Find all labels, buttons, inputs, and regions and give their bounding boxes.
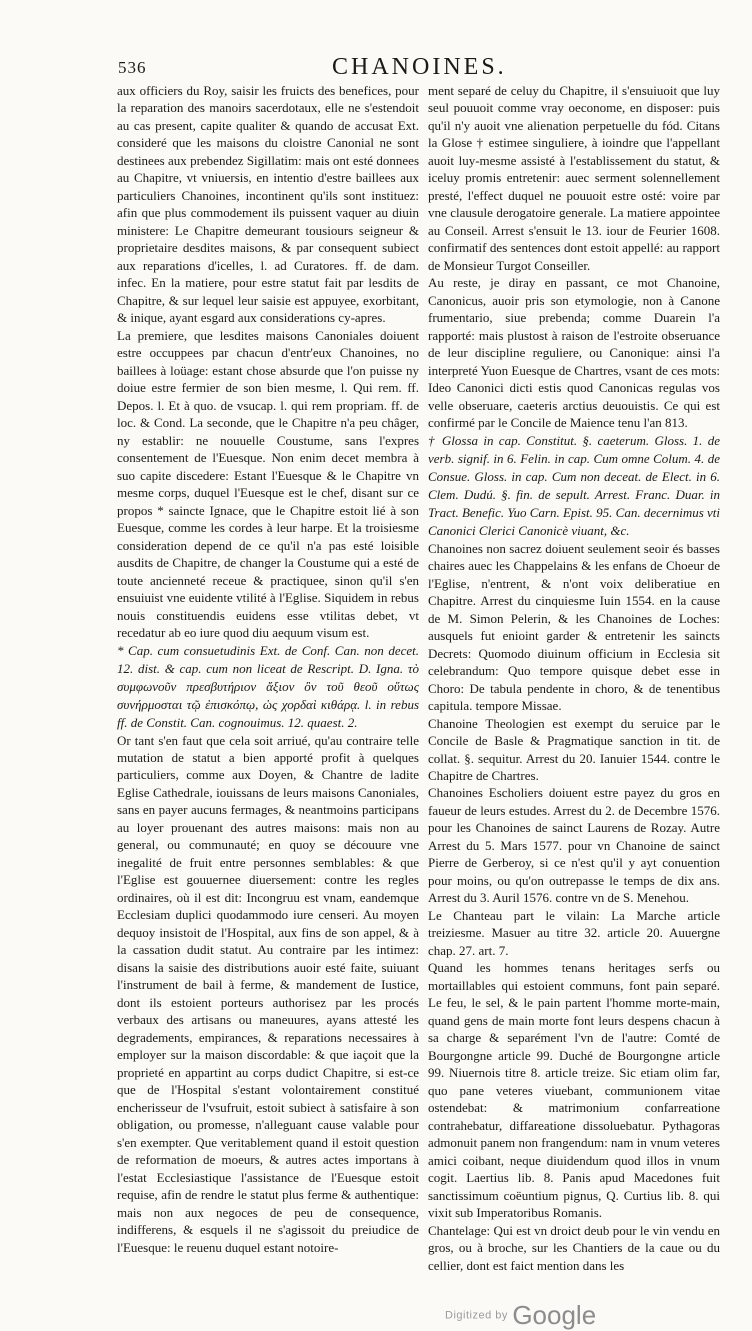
paragraph-right-1: ment separé de celuy du Chapitre, il s'ensuiuoit que luy seul pouuoit comme vray oeconome, en disposer: puis qu'il n'y auoit vne alienation perpetuelle du fód. Citans la Glose † estimee singuliere, à ioindre que l'appellant auoit luy-mesme assisté à l'establissement du statut, & iceluy promis entretenir: auec serment solennellement presté, l'effect duquel ne pouuoit estre osté: voire par vne clausule derogatoire generale. La matiere appointee au Conseil. Arrest s'ensuit le 13. iour de Feurier 1608. confirmatif des sentences dont estoit appellé: au rapport de Monsieur Turgot Conseiller. <box>428 83 720 273</box>
paragraph-left-2: La premiere, que lesdites maisons Canoniales doiuent estre occuppees par chacun d'entr'eux Chanoines, no baillees à loüage: estant chose absurde que l'on puisse ny doiue estre fermier de son bien mesme, l. Qui rem. ff. Depos. l. Et à quo. de vsucap. l. qui rem propriam. ff. de loc. & Cond. La seconde, que le Chapitre n'a peu châger, ny establir: ne nouuelle Coustume, sans l'expres consentement de l'Euesque. Non enim decet membra à suo capite discedere: Estant l'Euesque & le Chapitre vn mesme corps, duquel l'Euesque est le chef, disant sur ce propos * saincte Ignace, que le Chapitre estoit lié à son Euesque, comme les cordes à leur harpe. Et la troisiesme consideration depend de ce qu'il n'a pas esté loisible ausdits de Chapitre, de changer la Coustume qui a esté de toute ancienneté receue & practiquee, sinon qu'il s'en ensuiuist vne euidente vtilité à l'Eglise. Siquidem in rebus nouis constituendis euidens esse vtilitas debet, vt recedatur ab eo iure quod diu aequum visum est. <box>117 327 419 641</box>
page-number: 536 <box>118 58 147 77</box>
paragraph-right-3: Chanoines non sacrez doiuent seulement seoir és basses chaires auec les Chappelains & les enfans de Choeur de l'Eglise, n'entrent, & n'ont voix deliberatiue en Chapitre. Arrest du cinquiesme Iuin 1554. en la cause de M. Simon Pelerin, & les Chanoines de Loches: ausquels fut enioint garder & entretenir les saincts Decrets: Quomodo diuinum officium in Ecclesia sit celebrandum: Quo tempore quisque debet esse in Choro: De tabula pendente in choro, & de tenentibus capitula. tempore Missae. <box>428 540 720 714</box>
marginal-note-right: † Glossa in cap. Constitut. §. caeterum. Gloss. 1. de verb. signif. in 6. Felin. in cap. Cum omne Colum. 4. de Consue. Gloss. in cap. Cum non deceat. de Elect. in 6. Clem. Dudú. §. fin. de sepult. Arrest. Franc. Duar. in Tract. Benefic. Yuo Carn. Epist. 95. Can. decernimus vti Canonici Clerici Canonicè viuant, &c. <box>428 432 721 538</box>
paragraph-right-2: Au reste, je diray en passant, ce mot Chanoine, Canonicus, auoir pris son etymologie, non à Canone frumentario, siue prebenda; comme Duarein l'a rapporté: mais plustost à raison de l'estroite obseruance de leur discipline reguliere, ou Canonique: ainsi l'a interpreté Yuon Euesque de Chartres, vsant de ces mots: Ideo Canonici dicti estis quod Canonicas regulas vos velle obseruare, caeteris arctius deuouistis. Ce qui est confirmé par le Concile de Maience tenu l'an 813. <box>428 275 720 431</box>
digitized-by-label: Digitized by <box>445 1309 508 1322</box>
right-column <box>428 82 720 1274</box>
paragraph-right-6: Le Chanteau part le vilain: La Marche article treiziesme. Masuer au titre 32. article 20. Auuergne chap. 27. art. 7. <box>428 907 720 958</box>
paragraph-right-5: Chanoines Escholiers doiuent estre payez du gros en faueur de leurs estudes. Arrest du 2. de Decembre 1576. pour les Chanoines de sainct Laurens de Rozay. Autre Arrest du 5. Mars 1577. pour vn Chanoine de sainct Pierre de Gerberoy, si ce n'est qu'il y ayt conuention pour moins, ou qu'on outrepasse le temps de dix ans. Arrest du 3. Auril 1576. contre vn de S. Menehou. <box>428 785 720 906</box>
paragraph-right-8: Chantelage: Qui est vn droict deub pour le vin vendu en gros, ou à broche, sur les Chantiers de la caue ou du cellier, dont est faict mention dans les <box>428 1222 720 1273</box>
digitized-watermark <box>445 1300 596 1331</box>
left-column <box>117 82 419 1256</box>
paragraph-left-3: Or tant s'en faut que cela soit arriué, qu'au contraire telle mutation de statut a bien apporté profit à quelques particuliers, comme aux Doyen, & Chantre de ladite Eglise Cathedrale, iouissans de leurs maisons Canoniales, sans en payer aucuns fermages, & neantmoins participans au loyer prouenant des autres maisons: mais non au general, ou communauté; en quoy se découure vne inegalité de fruit entre personnes semblables: & que l'Eglise est gouuernee diuersement: contre les regles ordinaires, où il est dit: Incongruu est vnam, eandemque Ecclesiam duplici quodammodo iure censeri. Au moyen dequoy insistoit de l'Hospital, aux fins de son appel, & à la cassation dudit statut. Au contraire par les intimez: disans la saisie des distributions auoir esté faite, suiuant l'instrument de bail à ferme, & mandement de Iustice, dont ils estoient porteurs authorisez par les procés verbaux des artisans ou maneuures, ayans attesté les degradements, empirances, & reparations necessaires à employer sur la maison discordable: & que iaçoit que la proprieté en appartint au corps dudict Chapitre, si est-ce que de l'Hospital s'estant volontairement constitué encherisseur de l'vsufruit, estoit subiect à satisfaire à son obligation, ou promesse, n'alleguant cause valable pour s'en exempter. Que veritablement quand il estoit question de reformation de moeurs, & autres actes importans à l'estat Ecclesiastique l'assistance de l'Euesque estoit requise, afin de rendre le statut plus ferme & authentique: mais non aux negoces de peu de consequence, indifferens, & esquels il ne s'agissoit du preiudice de l'Euesque: le reuenu duquel estant notoire- <box>117 732 419 1255</box>
paragraph-right-7: Quand les hommes tenans heritages serfs ou mortaillables qui estoient communs, font pain separé. Le feu, le sel, & le pain partent l'homme morte-main, quand gens de main morte font leurs despens chacun à sa charge & separément l'vn de l'autre: Comté de Bourgongne article 99. Duché de Bourgongne article 99. Niuernois titre 8. article treize. Sic etiam olim far, quo pane veteres viuebant, communionem vitae ostendebat: & matrimonium confarreatione contrahebatur, diffareatione dissoluebatur. Pythagoras admonuit panem non frangendum: nam in vnum veteres amici coibant, neque diuidendum quod illos in vnum cogit. Laertius lib. 8. Panis apud Macedones fuit sanctissimum coëuntium pignus, Q. Curtius lib. 8. qui vixit sub Imperatoribus Romanis. <box>428 960 720 1221</box>
paragraph-right-4: Chanoine Theologien est exempt du seruice par le Concile de Basle & Pragmatique sanction in tit. de collat. §. sequitur. Arrest du 20. Ianuier 1544. contre le Chapitre de Chartres. <box>428 715 720 783</box>
paragraph-left-1: aux officiers du Roy, saisir les fruicts des benefices, pour la reparation des manoirs sacerdotaux, elle ne s'estendoit au cas present, capite qualiter & quando de accusat Ext. consideré que les maisons du cloistre Canonial ne sont destinees aux prebendez Sigillatim: mais ont esté donnees au Chapitre, vt vniuersis, en intentio d'estre baillees aux particuliers Chanoines, incontinent qu'ils sont instituez: afin que plus commodement ils puissent vaquer au diuin ministere: Le Chapitre demeurant tousiours seigneur & proprietaire desdites maisons, & par consequent subiect aux reparations d'icelles, l. ad Curatores. ff. de dam. infec. En la matiere, pour estre statut fait par lesdits de Chapitre, & sur lequel leur saisie est appuyee, exorbitant, & inique, ayant esgard aux considerations cy-apres. <box>117 83 419 326</box>
marginal-note-left: * Cap. cum consuetudinis Ext. de Conf. Can. non decet. 12. dist. & cap. cum non liceat de Rescript. D. Igna. τὸ συμφωνοῦν πρεσβυτήριον ἄξιον ὂν τοῦ θεοῦ οὕτως συνήρμοσται τῷ ἐπισκόπῳ, ὡς χορδαὶ κιθάρᾳ. l. in rebus ff. de Constit. Can. cognouimus. 12. quaest. 2. <box>117 642 419 730</box>
google-logo: Google <box>512 1300 597 1330</box>
running-head: CHANOINES. <box>332 54 507 80</box>
